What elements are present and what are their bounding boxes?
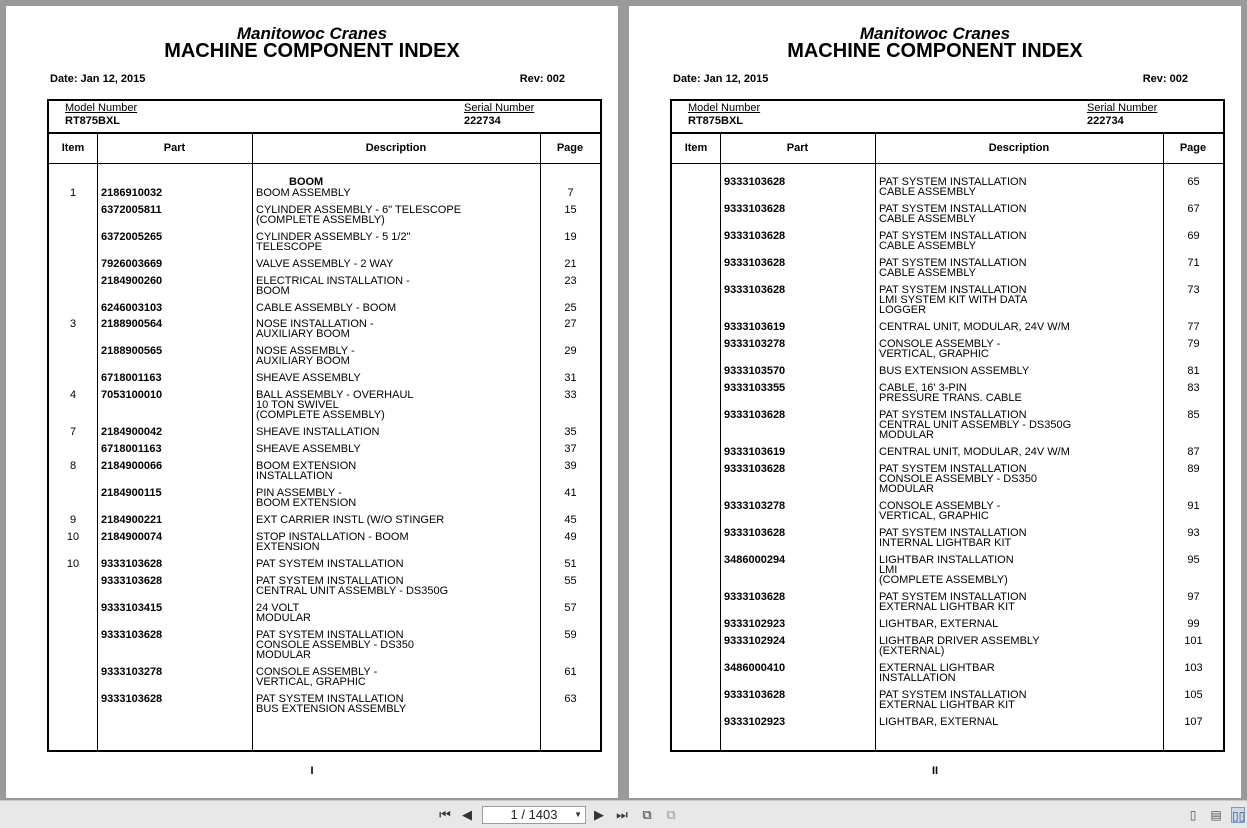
description-line: LIGHTBAR INSTALLATION (879, 554, 1014, 566)
item-number: 10 (66, 557, 80, 570)
page-reference: 41 (564, 487, 577, 499)
description-line: PAT SYSTEM INSTALLATION (256, 557, 404, 570)
part-number: 7053100010 (101, 389, 163, 402)
serial-number-label: Serial Number (464, 102, 535, 114)
part-number: 9333103628 (724, 408, 786, 421)
column-header-description: Description (365, 142, 427, 154)
part-number: 9333103278 (101, 665, 163, 678)
description-line: PIN ASSEMBLY - (256, 487, 342, 499)
description-line: 24 VOLT (256, 601, 300, 614)
part-number: 9333103628 (101, 557, 163, 570)
part-number: 2188900564 (101, 318, 163, 331)
description-line: (EXTERNAL) (879, 645, 945, 657)
part-description (879, 528, 1164, 548)
description-line: VERTICAL, GRAPHIC (256, 675, 366, 688)
description-line: CONSOLE ASSEMBLY - (879, 338, 1001, 350)
description-line: PAT SYSTEM INSTALLATION (879, 203, 1027, 215)
part-description (256, 667, 541, 687)
page-reference: 39 (564, 460, 577, 472)
page-reference: 31 (564, 372, 577, 385)
page-reference: 37 (564, 443, 577, 456)
part-description (256, 188, 541, 198)
part-description (879, 619, 1164, 629)
description-line: EXTERNAL LIGHTBAR (879, 662, 995, 674)
description-line: VERTICAL, GRAPHIC (879, 510, 989, 522)
description-line: BUS EXTENSION ASSEMBLY (879, 365, 1030, 377)
page-reference: 15 (564, 203, 577, 216)
page-reference: 101 (1184, 635, 1203, 647)
part-description (256, 488, 541, 508)
continuous-icon[interactable]: ▤ (1210, 808, 1222, 822)
part-description (256, 259, 541, 269)
description-line: (COMPLETE ASSEMBLY) (256, 409, 385, 422)
part-number: 9333103570 (724, 365, 786, 377)
part-number: 2184900074 (101, 530, 163, 543)
part-number: 2184900260 (101, 274, 163, 287)
page-reference: 85 (1187, 408, 1200, 421)
page-reference: 87 (1187, 446, 1200, 458)
table-rows (672, 101, 1223, 750)
page-reference: 19 (564, 230, 577, 243)
part-description (879, 258, 1164, 278)
description-line: PAT SYSTEM INSTALLATION (879, 284, 1027, 296)
part-description (256, 232, 541, 252)
column-header-part: Part (163, 142, 186, 154)
description-line: EXTERNAL LIGHTBAR KIT (879, 601, 1015, 614)
page-reference: 69 (1187, 230, 1200, 242)
page-reference: 83 (1187, 381, 1200, 394)
part-description (256, 532, 541, 552)
description-line: PAT SYSTEM INSTALLATION (256, 692, 404, 705)
page-reference: 57 (564, 601, 577, 614)
part-number: 9333103619 (724, 321, 786, 334)
part-number: 9333103628 (101, 574, 163, 587)
company-name: Manitowoc Cranes (236, 24, 388, 43)
description-line: PAT SYSTEM INSTALLATION (879, 230, 1027, 242)
item-number: 3 (69, 318, 77, 331)
part-description (879, 339, 1164, 359)
page-reference: 103 (1184, 662, 1203, 674)
page-reference: 73 (1187, 284, 1200, 296)
page-reference: 27 (564, 318, 577, 331)
part-number: 2184900066 (101, 460, 163, 472)
chevron-down-icon: ▼ (574, 810, 582, 819)
description-line: EXTERNAL LIGHTBAR KIT (879, 699, 1015, 711)
part-description (879, 447, 1164, 457)
page-reference: 91 (1187, 500, 1200, 512)
part-description (879, 636, 1164, 656)
part-description (256, 630, 541, 660)
page-reference: 95 (1187, 554, 1200, 566)
column-header-page: Page (556, 142, 584, 154)
description-line: PAT SYSTEM INSTALLATION (879, 257, 1027, 269)
description-line: INTERNAL LIGHTBAR KIT (879, 537, 1012, 549)
section-heading: BOOM (289, 176, 324, 188)
page-reference: 67 (1187, 203, 1200, 215)
part-number: 2184900042 (101, 426, 163, 439)
column-header-item: Item (684, 142, 708, 154)
part-description (879, 592, 1164, 612)
page-indicator: 1 / 1403 (510, 807, 558, 822)
description-line: ELECTRICAL INSTALLATION - (256, 274, 410, 287)
part-number: 9333103628 (724, 591, 786, 604)
page-reference: 71 (1187, 257, 1200, 269)
next-page-icon[interactable]: ▶ (594, 807, 604, 822)
part-description (879, 383, 1164, 403)
part-number: 9333103628 (724, 230, 786, 242)
part-number: 9333103415 (101, 601, 163, 614)
part-description (256, 427, 541, 437)
serial-number-value: 222734 (1087, 115, 1124, 127)
part-description (879, 717, 1164, 727)
description-line: LOGGER (879, 304, 927, 316)
page-reference: 23 (564, 274, 577, 287)
description-line: CENTRAL UNIT ASSEMBLY - DS350G (256, 584, 449, 597)
item-number: 7 (69, 426, 77, 439)
description-line: BOOM ASSEMBLY (256, 187, 351, 199)
part-description (879, 410, 1164, 440)
page-reference: 55 (564, 574, 577, 587)
first-page-icon[interactable]: ⏮ (439, 807, 451, 822)
part-number: 9333103278 (724, 500, 786, 512)
part-description (256, 603, 541, 623)
page-reference: 65 (1187, 176, 1200, 188)
description-line: LIGHTBAR, EXTERNAL (879, 716, 999, 728)
description-line: 10 TON SWIVEL (256, 399, 339, 412)
page-reference: 49 (564, 530, 577, 543)
description-line: AUXILIARY BOOM (256, 355, 350, 368)
description-line: CABLE ASSEMBLY - BOOM (256, 301, 397, 314)
page-reference: 105 (1184, 689, 1203, 701)
description-line: BUS EXTENSION ASSEMBLY (256, 702, 407, 715)
rotate-icon[interactable]: ⧉ (642, 807, 652, 822)
part-number: 9333103355 (724, 381, 786, 394)
part-description (256, 576, 541, 596)
part-description (879, 231, 1164, 251)
page-reference: 51 (564, 557, 577, 570)
description-line: CONSOLE ASSEMBLY - (879, 500, 1001, 512)
description-line: CENTRAL UNIT, MODULAR, 24V W/M (879, 321, 1070, 334)
document-page (629, 6, 1241, 798)
serial-number-value: 222734 (464, 115, 501, 127)
description-line: BOOM EXTENSION (256, 460, 357, 472)
part-description (879, 366, 1164, 376)
page-selector[interactable] (482, 806, 586, 824)
part-description (256, 303, 541, 313)
description-line: TELESCOPE (256, 240, 323, 253)
description-line: SHEAVE ASSEMBLY (256, 443, 361, 456)
description-line: PAT SYSTEM INSTALLATION (879, 462, 1027, 475)
description-line: PAT SYSTEM INSTALLATION (879, 689, 1027, 701)
part-number: 6372005265 (101, 230, 163, 243)
part-number: 9333103628 (101, 628, 163, 641)
part-description (256, 444, 541, 454)
page-reference: 79 (1187, 338, 1200, 350)
part-number: 9333103628 (724, 527, 786, 539)
description-line: CABLE ASSEMBLY (879, 186, 977, 198)
page-reference: 45 (564, 514, 577, 526)
table-rows (49, 101, 600, 750)
part-description (256, 346, 541, 366)
page-reference: 89 (1187, 462, 1200, 475)
description-line: CENTRAL UNIT, MODULAR, 24V W/M (879, 446, 1070, 458)
model-number-label: Model Number (65, 102, 138, 114)
column-header-part: Part (786, 142, 809, 154)
part-number: 2184900115 (101, 487, 162, 499)
document-page (6, 6, 618, 798)
model-number-value: RT875BXL (65, 115, 121, 127)
description-line: PAT SYSTEM INSTALLATION (879, 176, 1027, 188)
part-number: 9333103628 (724, 203, 786, 215)
description-line: STOP INSTALLATION - BOOM (256, 530, 409, 543)
item-number: 8 (69, 460, 77, 472)
last-page-icon[interactable]: ⏭ (616, 807, 628, 822)
description-line: PAT SYSTEM INSTALLATION (256, 628, 404, 641)
description-line: PRESSURE TRANS. CABLE (879, 391, 1022, 404)
description-line: (COMPLETE ASSEMBLY) (256, 213, 385, 226)
page-reference: 21 (564, 257, 577, 270)
part-description (879, 322, 1164, 332)
part-description (879, 285, 1164, 315)
description-line: LIGHTBAR DRIVER ASSEMBLY (879, 635, 1040, 647)
item-number: 10 (66, 530, 80, 543)
page-reference: 61 (564, 665, 577, 678)
page-reference: 63 (564, 692, 577, 705)
description-line: SHEAVE ASSEMBLY (256, 372, 361, 385)
part-number: 9333103628 (724, 257, 786, 269)
description-line: BOOM EXTENSION (256, 497, 357, 509)
page-reference: 35 (564, 426, 577, 439)
description-line: CABLE ASSEMBLY (879, 267, 977, 279)
page-reference: 25 (564, 301, 577, 314)
description-line: MODULAR (879, 428, 935, 441)
part-number: 9333103628 (101, 692, 163, 705)
page-reference: 99 (1187, 618, 1200, 631)
page-reference: 77 (1187, 321, 1200, 334)
two-page-icon[interactable]: ▯▯ (1232, 809, 1246, 823)
page-reference: 7 (567, 187, 574, 199)
description-line: PAT SYSTEM INSTALLATION (879, 408, 1027, 421)
item-number: 9 (69, 514, 77, 526)
part-number: 2184900221 (101, 514, 163, 526)
part-description (879, 204, 1164, 224)
document-revision: Rev: 002 (519, 73, 565, 85)
page-reference: 33 (564, 389, 577, 402)
description-line: NOSE ASSEMBLY - (256, 345, 355, 358)
description-line: CENTRAL UNIT ASSEMBLY - DS350G (879, 418, 1072, 431)
description-line: MODULAR (879, 482, 935, 495)
page-reference: 29 (564, 345, 577, 358)
index-table (670, 99, 1225, 752)
part-number: 9333103628 (724, 462, 786, 475)
description-line: PAT SYSTEM INSTALLATION (879, 527, 1027, 539)
description-line: INSTALLATION (256, 470, 333, 482)
description-line: CABLE ASSEMBLY (879, 213, 977, 225)
part-description (879, 464, 1164, 494)
part-description (256, 694, 541, 714)
page-number: I (310, 765, 314, 777)
description-line: VERTICAL, GRAPHIC (879, 348, 989, 360)
description-line: VALVE ASSEMBLY - 2 WAY (256, 257, 394, 270)
description-line: AUXILIARY BOOM (256, 328, 350, 341)
description-line: CONSOLE ASSEMBLY - DS350 (879, 472, 1037, 485)
part-number: 3486000294 (724, 554, 786, 566)
part-description (256, 461, 541, 481)
part-number: 9333103628 (724, 689, 786, 701)
part-number: 6718001163 (101, 372, 162, 385)
description-line: CYLINDER ASSEMBLY - 6" TELESCOPE (256, 203, 462, 216)
part-number: 6372005811 (101, 203, 162, 216)
part-description (256, 390, 541, 420)
part-description (256, 319, 541, 339)
column-header-page: Page (1179, 142, 1207, 154)
description-line: EXT CARRIER INSTL (W/O STINGER (256, 514, 445, 526)
description-line: MODULAR (256, 611, 312, 624)
description-line: LIGHTBAR, EXTERNAL (879, 618, 999, 631)
description-line: LMI (879, 564, 898, 576)
description-line: CONSOLE ASSEMBLY - DS350 (256, 638, 414, 651)
description-line: NOSE INSTALLATION - (256, 318, 374, 331)
part-number: 6718001163 (101, 443, 162, 456)
description-line: CABLE, 16' 3-PIN (879, 381, 967, 394)
part-number: 2188900565 (101, 345, 163, 358)
page-reference: 59 (564, 628, 577, 641)
column-header-item: Item (61, 142, 85, 154)
item-number: 1 (69, 187, 77, 199)
description-line: LMI SYSTEM KIT WITH DATA (879, 294, 1028, 306)
part-description (256, 373, 541, 383)
part-description (879, 555, 1164, 585)
description-line: BOOM (256, 284, 290, 297)
part-number: 2186910032 (101, 187, 163, 199)
document-date: Date: Jan 12, 2015 (50, 73, 146, 85)
part-number: 7926003669 (101, 257, 163, 270)
page-reference: 97 (1187, 591, 1200, 604)
part-number: 9333103628 (724, 284, 786, 296)
part-description (256, 515, 541, 525)
description-line: INSTALLATION (879, 672, 956, 684)
description-line: EXTENSION (256, 540, 320, 553)
fit-icon[interactable]: ⧉ (666, 807, 676, 822)
document-title: MACHINE COMPONENT INDEX (164, 40, 460, 62)
description-line: CYLINDER ASSEMBLY - 5 1/2" (256, 230, 411, 243)
description-line: CONSOLE ASSEMBLY - (256, 665, 378, 678)
page-reference: 81 (1187, 365, 1200, 377)
part-description (879, 501, 1164, 521)
part-number: 9333103619 (724, 446, 786, 458)
part-description (256, 205, 541, 225)
description-line: MODULAR (256, 648, 312, 661)
document-revision: Rev: 002 (1142, 73, 1188, 85)
model-number-label: Model Number (688, 102, 761, 114)
description-line: PAT SYSTEM INSTALLATION (879, 591, 1027, 604)
part-number: 9333102923 (724, 618, 786, 631)
serial-number-label: Serial Number (1087, 102, 1158, 114)
part-description (879, 177, 1164, 197)
company-name: Manitowoc Cranes (859, 24, 1011, 43)
part-description (879, 690, 1164, 710)
pdf-toolbar (0, 800, 1247, 828)
part-description (256, 276, 541, 296)
model-number-value: RT875BXL (688, 115, 744, 127)
item-number: 4 (69, 389, 77, 402)
part-description (256, 559, 541, 569)
page-reference: 93 (1187, 527, 1200, 539)
part-number: 6246003103 (101, 301, 163, 314)
part-number: 9333102923 (724, 716, 786, 728)
index-table (47, 99, 602, 752)
part-number: 9333103628 (724, 176, 786, 188)
single-page-icon[interactable]: ▯ (1189, 808, 1197, 822)
description-line: PAT SYSTEM INSTALLATION (256, 574, 404, 587)
page-number: II (931, 765, 939, 777)
description-line: BALL ASSEMBLY - OVERHAUL (256, 389, 414, 402)
part-number: 9333103278 (724, 338, 786, 350)
previous-page-icon[interactable]: ◀ (462, 807, 472, 822)
part-description (879, 663, 1164, 683)
description-line: SHEAVE INSTALLATION (256, 426, 380, 439)
description-line: (COMPLETE ASSEMBLY) (879, 574, 1008, 586)
column-header-description: Description (988, 142, 1050, 154)
description-line: CABLE ASSEMBLY (879, 240, 977, 252)
page-reference: 107 (1184, 716, 1203, 728)
part-number: 3486000410 (724, 662, 786, 674)
document-title: MACHINE COMPONENT INDEX (787, 40, 1083, 62)
part-number: 9333102924 (724, 635, 786, 647)
document-date: Date: Jan 12, 2015 (673, 73, 769, 85)
